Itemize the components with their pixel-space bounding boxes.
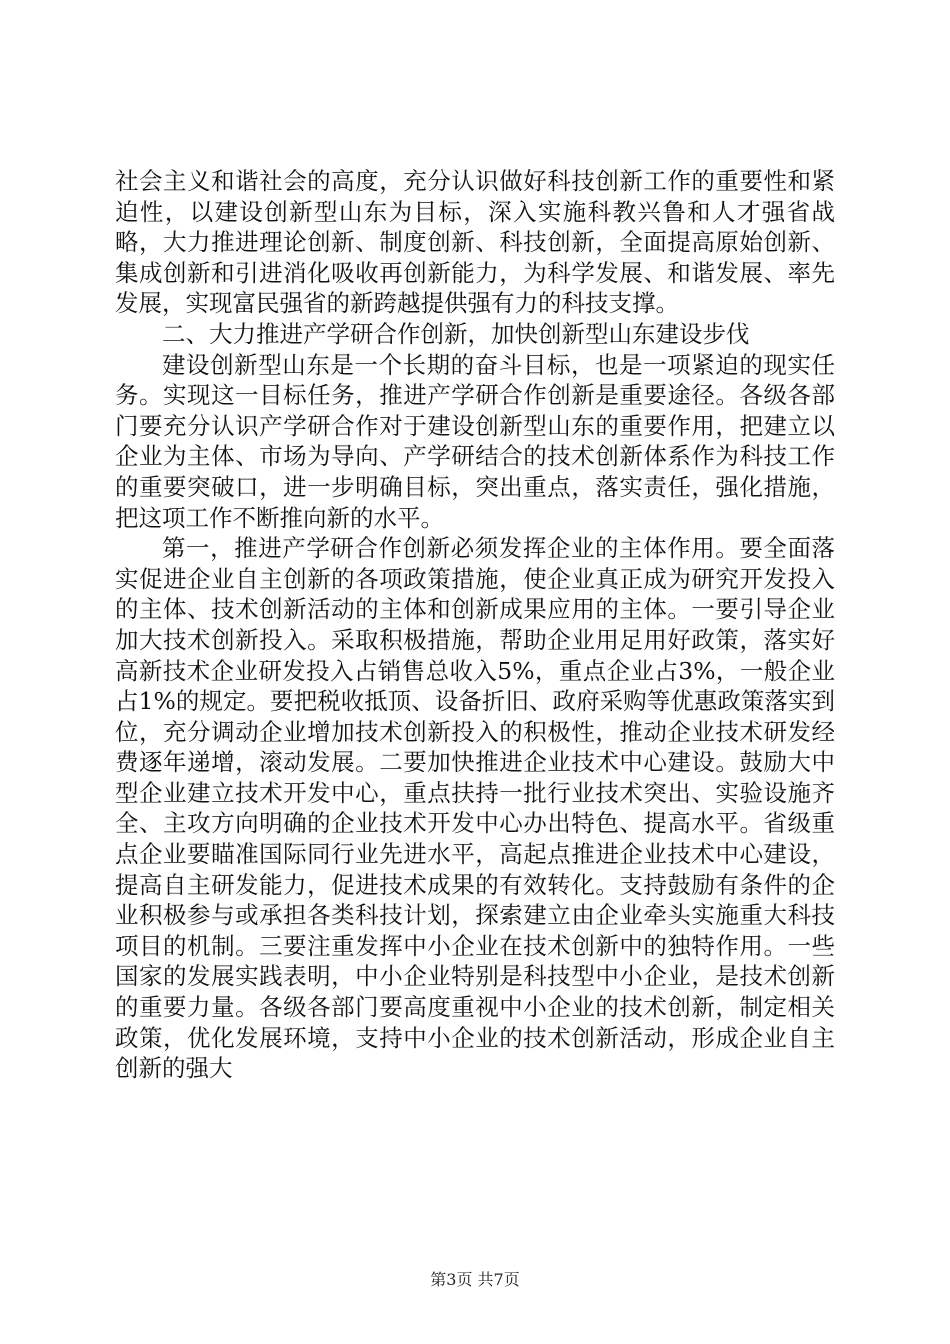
document-body [115,166,835,1084]
paragraph-first-point: 第一，推进产学研合作创新必须发挥企业的主体作用。要全面落实促进企业自主创新的各项政策措施，使企业真正成为研究开发投入的主体、技术创新活动的主体和创新成果应用的主体。一要引导企业加大技术创新投入。采取积极措施，帮助企业用足用好政策，落实好高新技术企业研发投入占销售总收入5%，重点企业占3%，一般企业占1%的规定。要把税收抵顶、设备折旧、政府采购等优惠政策落实到位，充分调动企业增加技术创新投入的积极性，推动企业技术研发经费逐年递增，滚动发展。二要加快推进企业技术中心建设。鼓励大中型企业建立技术开发中心，重点扶持一批行业技术突出、实验设施齐全、主攻方向明确的企业技术开发中心办出特色、提高水平。省级重点企业要瞄准国际同行业先进水平，高起点推进企业技术中心建设，提高自主研发能力，促进技术成果的有效转化。支持鼓励有条件的企业积极参与或承担各类科技计划，探索建立由企业牵头实施重大科技项目的机制。三要注重发挥中小企业在技术创新中的独特作用。一些国家的发展实践表明，中小企业特别是科技型中小企业，是技术创新的重要力量。各级各部门要高度重视中小企业的技术创新，制定相关政策，优化发展环境，支持中小企业的技术创新活动，形成企业自主创新的强大 [115,534,835,1083]
page-footer: 第3页 共7页 [430,1270,520,1289]
section-heading: 二、大力推进产学研合作创新，加快创新型山东建设步伐 [162,319,750,348]
paragraph-intro: 建设创新型山东是一个长期的奋斗目标，也是一项紧迫的现实任务。实现这一目标任务，推进产学研合作创新是重要途径。各级各部门要充分认识产学研合作对于建设创新型山东的重要作用，把建立以企业为主体、市场为导向、产学研结合的技术创新体系作为科技工作的重要突破口，进一步明确目标，突出重点，落实责任，强化措施，把这项工作不断推向新的水平。 [115,350,835,532]
paragraph-continuation: 社会主义和谐社会的高度，充分认识做好科技创新工作的重要性和紧迫性，以建设创新型山东为目标，深入实施科教兴鲁和人才强省战略，大力推进理论创新、制度创新、科技创新，全面提高原始创新、集成创新和引进消化吸收再创新能力，为科学发展、和谐发展、率先发展，实现富民强省的新跨越提供强有力的科技支撑。 [115,167,835,318]
